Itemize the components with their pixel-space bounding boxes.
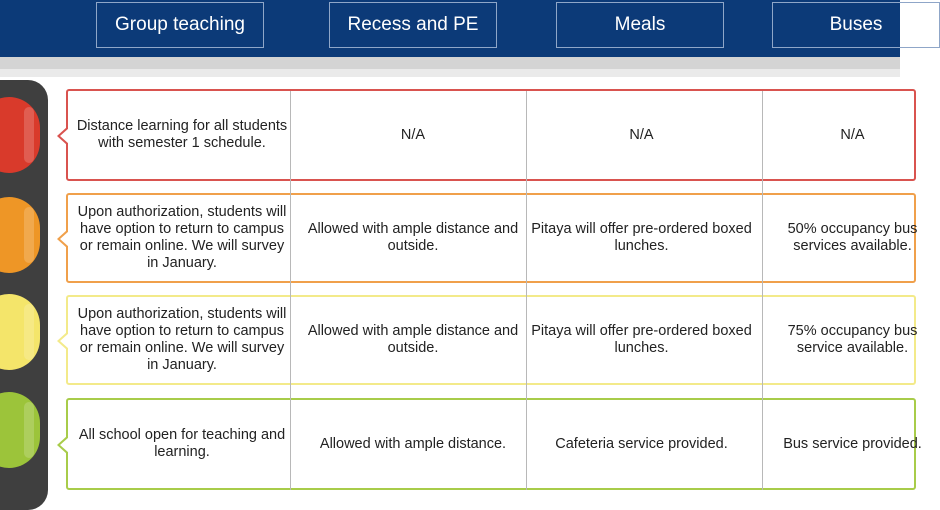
meals-cell: Cafeteria service provided. (555, 435, 728, 452)
header-bar (0, 0, 900, 57)
recess-pe-cell: Allowed with ample distance and outside. (307, 323, 519, 356)
recess-pe-cell: Allowed with ample distance. (319, 435, 507, 452)
meals-cell: Pitaya will offer pre-ordered boxed lunches. (531, 323, 752, 356)
group-teaching-cell: Distance learning for all students with semester 1 schedule. (76, 118, 288, 151)
tab-recess-and-pe[interactable]: Recess and PE (329, 2, 497, 48)
meals-cell: N/A (629, 126, 654, 143)
header-shadow-band (0, 57, 900, 69)
meals-cell: Pitaya will offer pre-ordered boxed lunches. (531, 221, 752, 254)
group-teaching-cell: Upon authorization, students will have option to return to campus or remain online. We will survey in January. (77, 204, 287, 271)
buses-cell: 75% occupancy bus service available. (787, 323, 918, 356)
tab-meals[interactable]: Meals (556, 2, 724, 48)
level-row-orange (66, 193, 916, 283)
recess-pe-cell: N/A (400, 126, 426, 143)
level-row-green (66, 398, 922, 490)
level-row-yellow (66, 295, 916, 385)
buses-cell: 50% occupancy bus services available. (787, 221, 918, 254)
column-divider (762, 91, 763, 490)
column-divider (526, 91, 527, 490)
column-divider (290, 91, 291, 490)
tab-buses[interactable]: Buses (772, 2, 940, 48)
recess-pe-cell: Allowed with ample distance and outside. (307, 221, 519, 254)
buses-cell: Bus service provided. (783, 435, 922, 452)
group-teaching-cell: All school open for teaching and learning. (78, 427, 286, 460)
buses-cell: N/A (840, 126, 865, 143)
group-teaching-cell: Upon authorization, students will have option to return to campus or remain online. We will survey in January. (77, 306, 287, 373)
header-shadow-band-light (0, 69, 900, 77)
tab-group-teaching[interactable]: Group teaching (96, 2, 264, 48)
level-row-red (66, 89, 916, 181)
